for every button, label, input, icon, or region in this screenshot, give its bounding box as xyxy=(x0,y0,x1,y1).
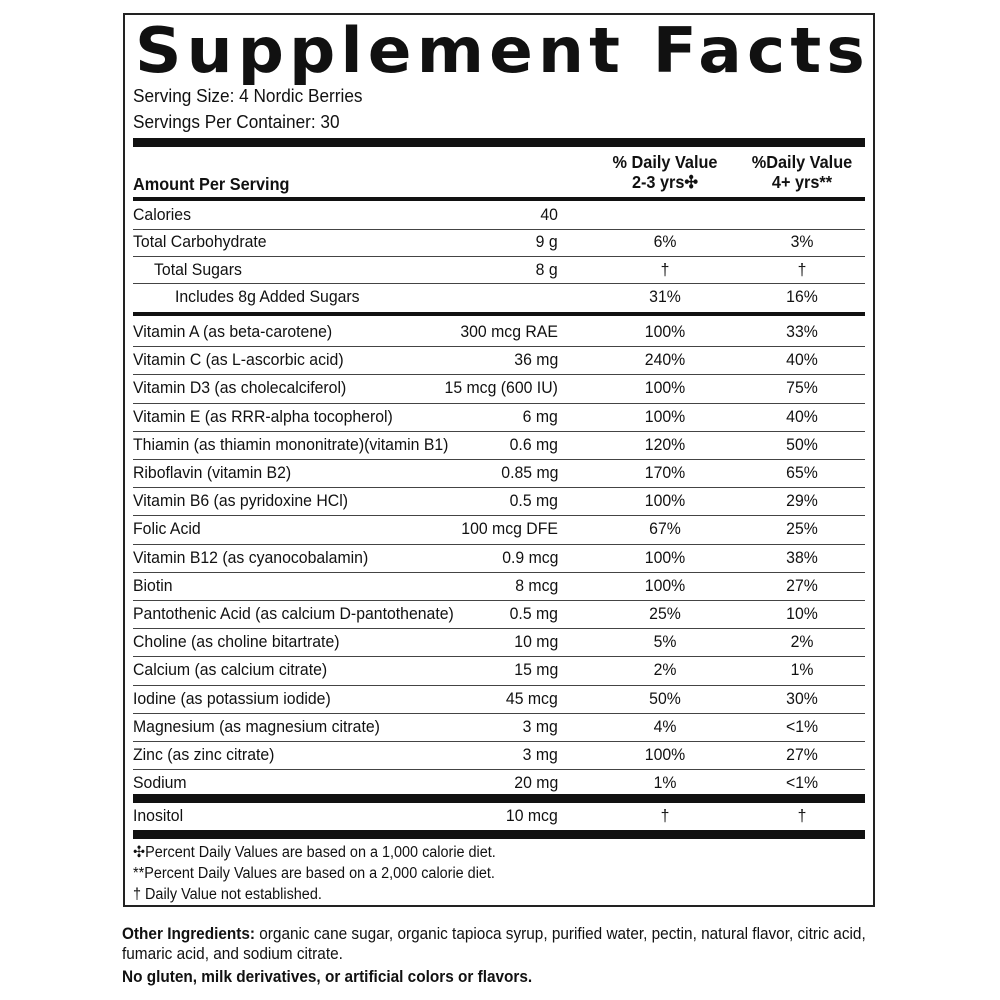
nutrient-amount: 10 mg xyxy=(514,632,558,652)
nutrient-name: Biotin xyxy=(133,575,173,595)
daily-value-2-3-yrs: 6% xyxy=(653,232,677,252)
nutrient-name: Vitamin B12 (as cyanocobalamin) xyxy=(133,547,369,567)
row-divider xyxy=(133,769,865,770)
daily-value-2-3-yrs: † xyxy=(660,259,670,279)
daily-value-4-plus-yrs: 1% xyxy=(790,660,814,680)
row-divider xyxy=(133,656,865,657)
row-divider xyxy=(133,229,865,230)
thick-rule xyxy=(133,794,865,803)
nutrient-amount: 10 mcg xyxy=(506,806,558,825)
row-divider xyxy=(133,403,865,404)
daily-value-4-plus-yrs: 2% xyxy=(790,632,814,652)
nutrient-amount: 6 mg xyxy=(522,406,558,426)
daily-value-4-plus-yrs: † xyxy=(797,259,807,279)
nutrient-amount: 15 mg xyxy=(514,660,558,680)
row-divider xyxy=(133,685,865,686)
nutrient-amount: 8 g xyxy=(536,259,558,279)
nutrient-amount: 3 mg xyxy=(522,716,558,736)
daily-value-2-3-yrs: 120% xyxy=(644,434,686,454)
nutrient-amount: 20 mg xyxy=(514,773,558,793)
daily-value-4-plus-yrs: 27% xyxy=(786,745,818,764)
nutrient-amount: 36 mg xyxy=(514,350,558,370)
dv1-header-line2: 2-3 yrs✣ xyxy=(631,172,699,192)
daily-value-2-3-yrs: 100% xyxy=(644,575,686,595)
daily-value-2-3-yrs: 4% xyxy=(653,716,677,736)
daily-value-4-plus-yrs: 25% xyxy=(786,519,818,539)
row-divider xyxy=(133,572,865,573)
nutrient-amount: 0.9 mcg xyxy=(501,547,558,567)
nutrient-name: Total Carbohydrate xyxy=(133,232,267,252)
daily-value-4-plus-yrs: 40% xyxy=(786,406,818,426)
nutrient-name: Vitamin B6 (as pyridoxine HCl) xyxy=(133,491,348,511)
daily-value-2-3-yrs: 100% xyxy=(644,322,686,341)
thick-rule xyxy=(133,312,865,316)
row-divider xyxy=(133,283,865,284)
daily-value-4-plus-yrs: 50% xyxy=(786,434,818,454)
daily-value-2-3-yrs: 100% xyxy=(644,406,686,426)
footnote-1000-calorie: ✣Percent Daily Values are based on a 1,000 calorie diet. xyxy=(133,844,496,861)
nutrient-amount: 8 mcg xyxy=(514,575,558,595)
nutrient-amount: 3 mg xyxy=(522,745,558,764)
daily-value-4-plus-yrs: 16% xyxy=(786,286,818,306)
daily-value-2-3-yrs: 170% xyxy=(644,463,686,482)
nutrient-amount: 0.5 mg xyxy=(509,604,558,623)
nutrient-name: Vitamin A (as beta-carotene) xyxy=(133,322,333,341)
dv2-header-line2: 4+ yrs** xyxy=(771,172,833,192)
daily-value-4-plus-yrs: 40% xyxy=(786,350,818,370)
nutrient-amount: 40 xyxy=(540,205,558,224)
daily-value-2-3-yrs: 100% xyxy=(644,378,686,398)
dv1-header-line1: % Daily Value xyxy=(612,152,718,172)
supplement-facts-panel xyxy=(123,13,875,907)
nutrient-amount: 0.85 mg xyxy=(500,463,558,482)
daily-value-4-plus-yrs: 3% xyxy=(790,232,814,252)
daily-value-4-plus-yrs: 38% xyxy=(786,547,818,567)
daily-value-4-plus-yrs: 29% xyxy=(786,491,818,511)
amount-per-serving-header: Amount Per Serving xyxy=(133,174,290,194)
nutrient-name: Includes 8g Added Sugars xyxy=(175,286,360,306)
nutrient-amount: 15 mcg (600 IU) xyxy=(444,378,558,398)
daily-value-4-plus-yrs: 10% xyxy=(786,604,818,623)
row-divider xyxy=(133,459,865,460)
daily-value-4-plus-yrs: 75% xyxy=(786,378,818,398)
daily-value-4-plus-yrs: <1% xyxy=(785,716,819,736)
daily-value-2-3-yrs: 50% xyxy=(649,688,681,708)
row-divider xyxy=(133,487,865,488)
nutrient-name: Calories xyxy=(133,205,191,224)
row-divider xyxy=(133,431,865,432)
nutrient-name: Zinc (as zinc citrate) xyxy=(133,745,275,764)
footnote-2000-calorie: **Percent Daily Values are based on a 2,000 calorie diet. xyxy=(133,865,495,882)
dv2-header-line1: %Daily Value xyxy=(751,152,853,172)
servings-per-container: Servings Per Container: 30 xyxy=(133,111,340,132)
nutrient-name: Riboflavin (vitamin B2) xyxy=(133,463,292,482)
nutrient-name: Iodine (as potassium iodide) xyxy=(133,688,331,708)
daily-value-2-3-yrs: 25% xyxy=(649,604,681,623)
nutrient-name: Folic Acid xyxy=(133,519,201,539)
daily-value-2-3-yrs: 31% xyxy=(649,286,681,306)
allergen-statement: No gluten, milk derivatives, or artificial colors or flavors. xyxy=(122,968,533,986)
daily-value-4-plus-yrs: <1% xyxy=(785,773,819,793)
other-ingredients-text: organic cane sugar, organic tapioca syrup, purified water, pectin, natural flavor, citric acid, fumaric acid, and sodium citrate. xyxy=(122,925,866,963)
row-divider xyxy=(133,741,865,742)
daily-value-2-3-yrs: 100% xyxy=(644,547,686,567)
nutrient-name: Vitamin D3 (as cholecalciferol) xyxy=(133,378,347,398)
nutrient-amount: 0.6 mg xyxy=(509,434,558,454)
other-ingredients xyxy=(122,924,866,964)
nutrient-name: Sodium xyxy=(133,773,187,793)
row-divider xyxy=(133,628,865,629)
thick-rule-top xyxy=(133,138,865,147)
row-divider xyxy=(133,600,865,601)
daily-value-2-3-yrs: 1% xyxy=(653,773,677,793)
footnote-dv-not-established: † Daily Value not established. xyxy=(133,886,322,903)
daily-value-4-plus-yrs: 33% xyxy=(786,322,818,341)
daily-value-4-plus-yrs: 30% xyxy=(786,688,818,708)
row-divider xyxy=(133,256,865,257)
other-ingredients-label: Other Ingredients: xyxy=(122,925,256,943)
nutrient-name: Inositol xyxy=(133,806,184,825)
daily-value-2-3-yrs: 100% xyxy=(644,491,686,511)
row-divider xyxy=(133,374,865,375)
nutrient-amount: 9 g xyxy=(536,232,558,252)
daily-value-2-3-yrs: 5% xyxy=(653,632,677,652)
nutrient-name: Thiamin (as thiamin mononitrate)(vitamin B1) xyxy=(133,434,449,454)
nutrient-name: Choline (as choline bitartrate) xyxy=(133,632,340,652)
thick-rule xyxy=(133,830,865,839)
nutrient-name: Magnesium (as magnesium citrate) xyxy=(133,716,380,736)
daily-value-2-3-yrs: 100% xyxy=(644,745,686,764)
header-rule xyxy=(133,197,865,201)
row-divider xyxy=(133,515,865,516)
daily-value-2-3-yrs: † xyxy=(660,806,670,825)
nutrient-name: Vitamin C (as L-ascorbic acid) xyxy=(133,350,344,370)
nutrient-amount: 45 mcg xyxy=(506,688,558,708)
nutrient-name: Total Sugars xyxy=(154,259,242,279)
nutrient-amount: 300 mcg RAE xyxy=(460,322,558,341)
nutrient-amount: 100 mcg DFE xyxy=(461,519,558,539)
nutrient-amount: 0.5 mg xyxy=(509,491,558,511)
row-divider xyxy=(133,544,865,545)
daily-value-4-plus-yrs: 27% xyxy=(786,575,818,595)
daily-value-4-plus-yrs: † xyxy=(797,806,807,825)
daily-value-2-3-yrs: 2% xyxy=(653,660,677,680)
row-divider xyxy=(133,713,865,714)
nutrient-name: Vitamin E (as RRR-alpha tocopherol) xyxy=(133,406,393,426)
daily-value-2-3-yrs: 67% xyxy=(649,519,681,539)
row-divider xyxy=(133,346,865,347)
serving-size: Serving Size: 4 Nordic Berries xyxy=(133,85,363,106)
panel-title: Supplement Facts xyxy=(135,14,871,87)
nutrient-name: Calcium (as calcium citrate) xyxy=(133,660,328,680)
daily-value-2-3-yrs: 240% xyxy=(644,350,686,370)
nutrient-name: Pantothenic Acid (as calcium D-pantothenate) xyxy=(133,604,454,623)
daily-value-4-plus-yrs: 65% xyxy=(786,463,818,482)
